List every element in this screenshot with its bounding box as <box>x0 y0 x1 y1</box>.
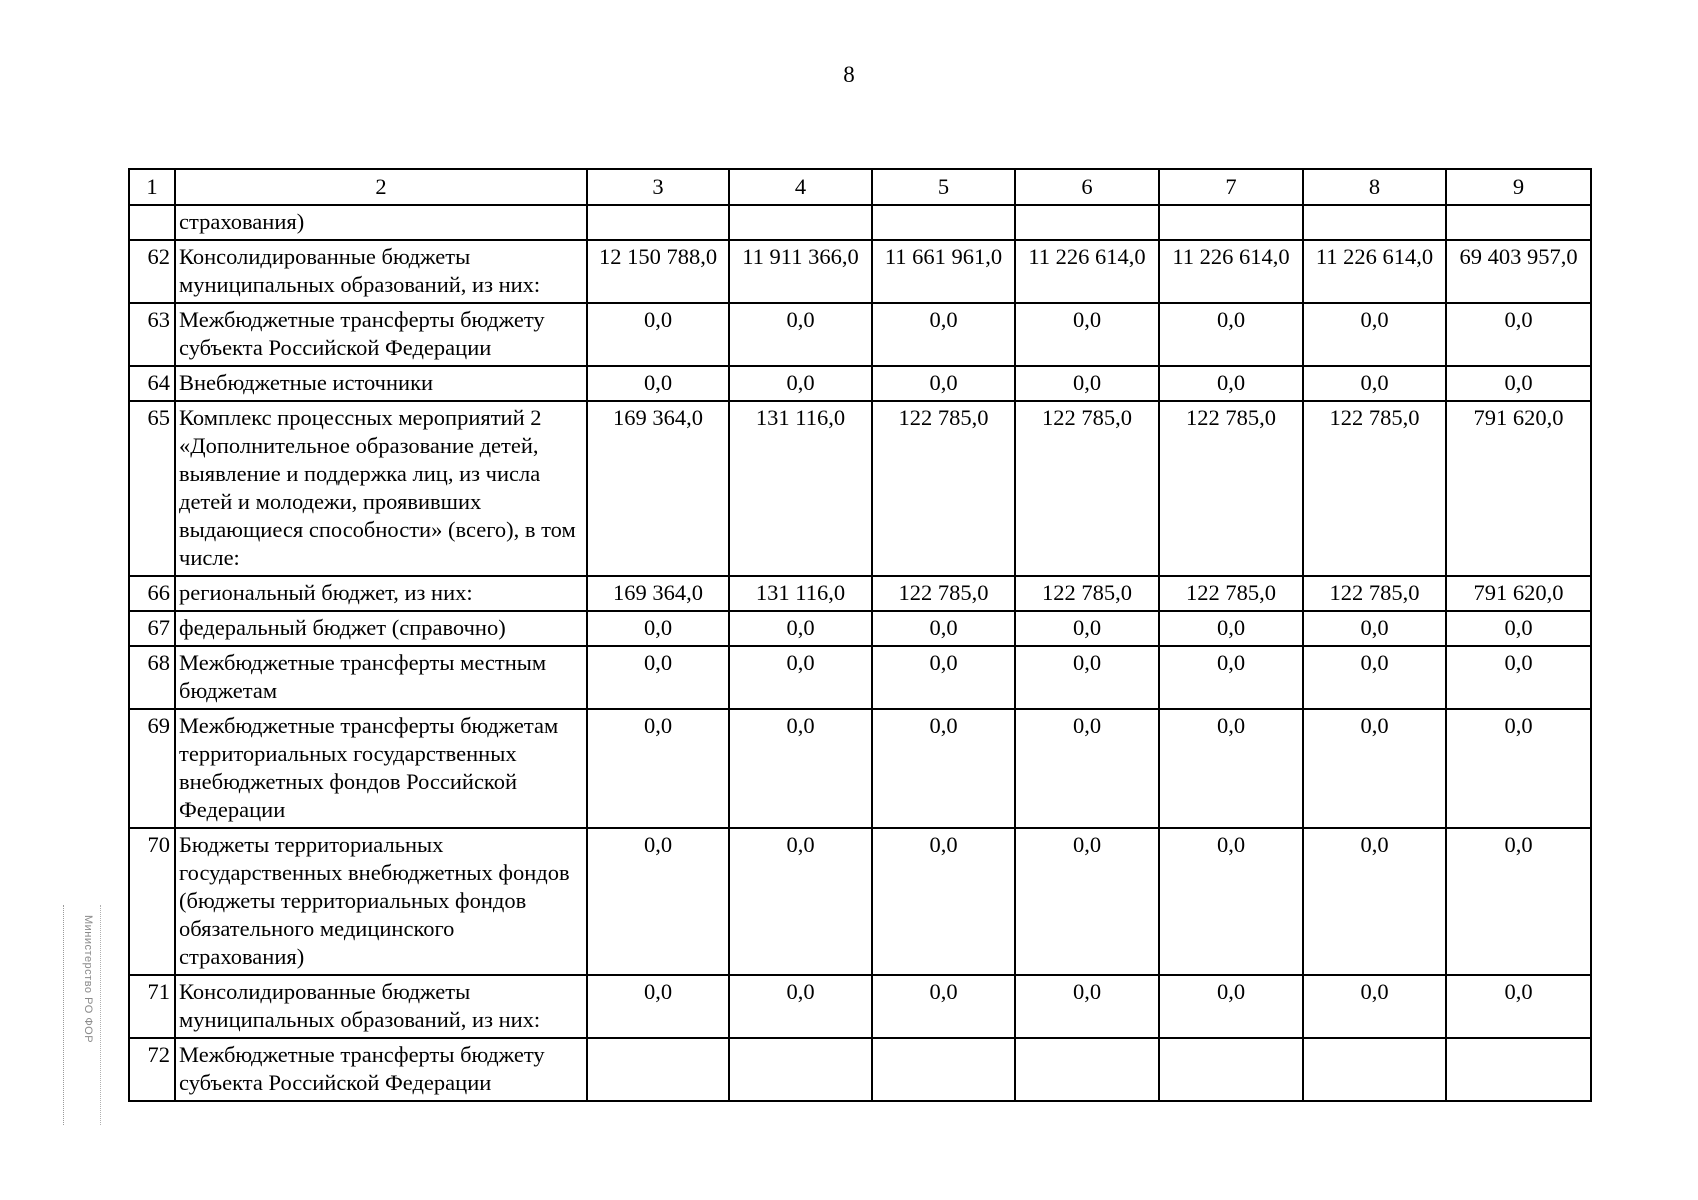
value-cell: 0,0 <box>729 366 872 401</box>
value-cell: 0,0 <box>1303 709 1446 828</box>
value-cell <box>729 1038 872 1101</box>
header-cell: 7 <box>1159 169 1303 205</box>
value-cell: 0,0 <box>729 828 872 975</box>
table-body <box>129 169 1591 1101</box>
header-cell: 6 <box>1015 169 1159 205</box>
header-cell: 5 <box>872 169 1015 205</box>
row-name: Консолидированные бюджеты муниципальных образований, из них: <box>175 975 587 1038</box>
row-number: 62 <box>129 240 175 303</box>
value-cell: 0,0 <box>1446 646 1591 709</box>
table-row <box>129 303 1591 366</box>
row-number: 64 <box>129 366 175 401</box>
header-cell: 8 <box>1303 169 1446 205</box>
value-cell: 0,0 <box>1303 975 1446 1038</box>
row-name: страхования) <box>175 205 587 240</box>
table-row <box>129 646 1591 709</box>
table-row <box>129 975 1591 1038</box>
value-cell <box>872 1038 1015 1101</box>
value-cell <box>1303 205 1446 240</box>
value-cell: 122 785,0 <box>1015 576 1159 611</box>
value-cell: 0,0 <box>587 646 729 709</box>
value-cell: 0,0 <box>1446 366 1591 401</box>
value-cell: 0,0 <box>1159 709 1303 828</box>
value-cell: 0,0 <box>587 975 729 1038</box>
row-name: региональный бюджет, из них: <box>175 576 587 611</box>
value-cell: 0,0 <box>587 828 729 975</box>
row-number: 66 <box>129 576 175 611</box>
value-cell: 0,0 <box>1015 366 1159 401</box>
value-cell: 791 620,0 <box>1446 576 1591 611</box>
value-cell: 0,0 <box>729 646 872 709</box>
value-cell: 0,0 <box>1015 303 1159 366</box>
value-cell <box>1015 1038 1159 1101</box>
value-cell: 0,0 <box>1015 646 1159 709</box>
value-cell <box>1303 1038 1446 1101</box>
value-cell: 122 785,0 <box>1303 401 1446 576</box>
value-cell: 0,0 <box>1159 303 1303 366</box>
value-cell <box>587 205 729 240</box>
table-row <box>129 205 1591 240</box>
value-cell: 0,0 <box>1015 709 1159 828</box>
value-cell: 0,0 <box>587 303 729 366</box>
value-cell <box>729 205 872 240</box>
value-cell: 0,0 <box>1446 611 1591 646</box>
value-cell <box>1446 205 1591 240</box>
table-row <box>129 240 1591 303</box>
value-cell: 122 785,0 <box>1159 576 1303 611</box>
value-cell: 0,0 <box>587 709 729 828</box>
value-cell: 0,0 <box>1446 709 1591 828</box>
row-name: федеральный бюджет (справочно) <box>175 611 587 646</box>
header-cell: 1 <box>129 169 175 205</box>
row-number: 71 <box>129 975 175 1038</box>
value-cell: 0,0 <box>1303 611 1446 646</box>
row-name: Внебюджетные источники <box>175 366 587 401</box>
row-number: 65 <box>129 401 175 576</box>
value-cell <box>1015 205 1159 240</box>
value-cell: 0,0 <box>1303 366 1446 401</box>
value-cell: 0,0 <box>1303 828 1446 975</box>
value-cell: 11 226 614,0 <box>1159 240 1303 303</box>
row-name: Комплекс процессных мероприятий 2 «Дополнительное образование детей, выявление и поддержка лиц, из числа детей и молодежи, проявивших выдающиеся способности» (всего), в том числе: <box>175 401 587 576</box>
value-cell: 11 226 614,0 <box>1303 240 1446 303</box>
value-cell: 0,0 <box>1159 975 1303 1038</box>
row-number: 72 <box>129 1038 175 1101</box>
value-cell: 11 226 614,0 <box>1015 240 1159 303</box>
value-cell: 0,0 <box>729 611 872 646</box>
header-cell: 4 <box>729 169 872 205</box>
row-number <box>129 205 175 240</box>
row-number: 68 <box>129 646 175 709</box>
row-number: 70 <box>129 828 175 975</box>
value-cell: 131 116,0 <box>729 576 872 611</box>
value-cell: 0,0 <box>872 611 1015 646</box>
value-cell: 131 116,0 <box>729 401 872 576</box>
value-cell: 0,0 <box>1159 646 1303 709</box>
side-stamp <box>63 905 101 1125</box>
row-name: Межбюджетные трансферты местным бюджетам <box>175 646 587 709</box>
value-cell: 0,0 <box>1303 646 1446 709</box>
value-cell: 0,0 <box>1303 303 1446 366</box>
value-cell: 791 620,0 <box>1446 401 1591 576</box>
value-cell: 0,0 <box>872 366 1015 401</box>
value-cell: 122 785,0 <box>1159 401 1303 576</box>
value-cell: 0,0 <box>1446 303 1591 366</box>
budget-table <box>128 168 1592 1102</box>
value-cell: 0,0 <box>729 975 872 1038</box>
value-cell <box>1159 1038 1303 1101</box>
value-cell: 0,0 <box>1159 366 1303 401</box>
value-cell: 0,0 <box>872 828 1015 975</box>
value-cell: 0,0 <box>872 303 1015 366</box>
value-cell: 0,0 <box>1015 828 1159 975</box>
value-cell: 0,0 <box>1159 611 1303 646</box>
value-cell: 0,0 <box>1015 975 1159 1038</box>
value-cell: 11 661 961,0 <box>872 240 1015 303</box>
value-cell: 0,0 <box>872 709 1015 828</box>
row-number: 67 <box>129 611 175 646</box>
value-cell <box>587 1038 729 1101</box>
row-number: 69 <box>129 709 175 828</box>
value-cell: 0,0 <box>729 303 872 366</box>
header-row <box>129 169 1591 205</box>
row-name: Межбюджетные трансферты бюджетам территориальных государственных внебюджетных фондов Российской Федерации <box>175 709 587 828</box>
stamp-text: Министерство РО ФОР <box>82 915 94 1044</box>
value-cell: 122 785,0 <box>1015 401 1159 576</box>
value-cell: 0,0 <box>872 646 1015 709</box>
value-cell <box>872 205 1015 240</box>
table-row <box>129 828 1591 975</box>
row-name: Межбюджетные трансферты бюджету субъекта Российской Федерации <box>175 303 587 366</box>
value-cell: 0,0 <box>872 975 1015 1038</box>
row-name: Бюджеты территориальных государственных внебюджетных фондов (бюджеты территориальных фондов обязательного медицинского страхования) <box>175 828 587 975</box>
table-row <box>129 1038 1591 1101</box>
value-cell: 0,0 <box>729 709 872 828</box>
value-cell: 11 911 366,0 <box>729 240 872 303</box>
header-cell: 3 <box>587 169 729 205</box>
table-row <box>129 611 1591 646</box>
value-cell: 69 403 957,0 <box>1446 240 1591 303</box>
value-cell <box>1159 205 1303 240</box>
value-cell: 122 785,0 <box>872 401 1015 576</box>
value-cell: 0,0 <box>1446 828 1591 975</box>
value-cell: 122 785,0 <box>1303 576 1446 611</box>
value-cell: 0,0 <box>1159 828 1303 975</box>
value-cell <box>1446 1038 1591 1101</box>
header-cell: 2 <box>175 169 587 205</box>
table-row <box>129 401 1591 576</box>
table-row <box>129 366 1591 401</box>
value-cell: 0,0 <box>587 366 729 401</box>
value-cell: 0,0 <box>1015 611 1159 646</box>
page-number: 8 <box>843 62 855 87</box>
value-cell: 169 364,0 <box>587 401 729 576</box>
table-row <box>129 576 1591 611</box>
table-row <box>129 709 1591 828</box>
value-cell: 0,0 <box>587 611 729 646</box>
value-cell: 122 785,0 <box>872 576 1015 611</box>
row-name: Консолидированные бюджеты муниципальных образований, из них: <box>175 240 587 303</box>
value-cell: 169 364,0 <box>587 576 729 611</box>
row-name: Межбюджетные трансферты бюджету субъекта Российской Федерации <box>175 1038 587 1101</box>
header-cell: 9 <box>1446 169 1591 205</box>
row-number: 63 <box>129 303 175 366</box>
value-cell: 0,0 <box>1446 975 1591 1038</box>
value-cell: 12 150 788,0 <box>587 240 729 303</box>
